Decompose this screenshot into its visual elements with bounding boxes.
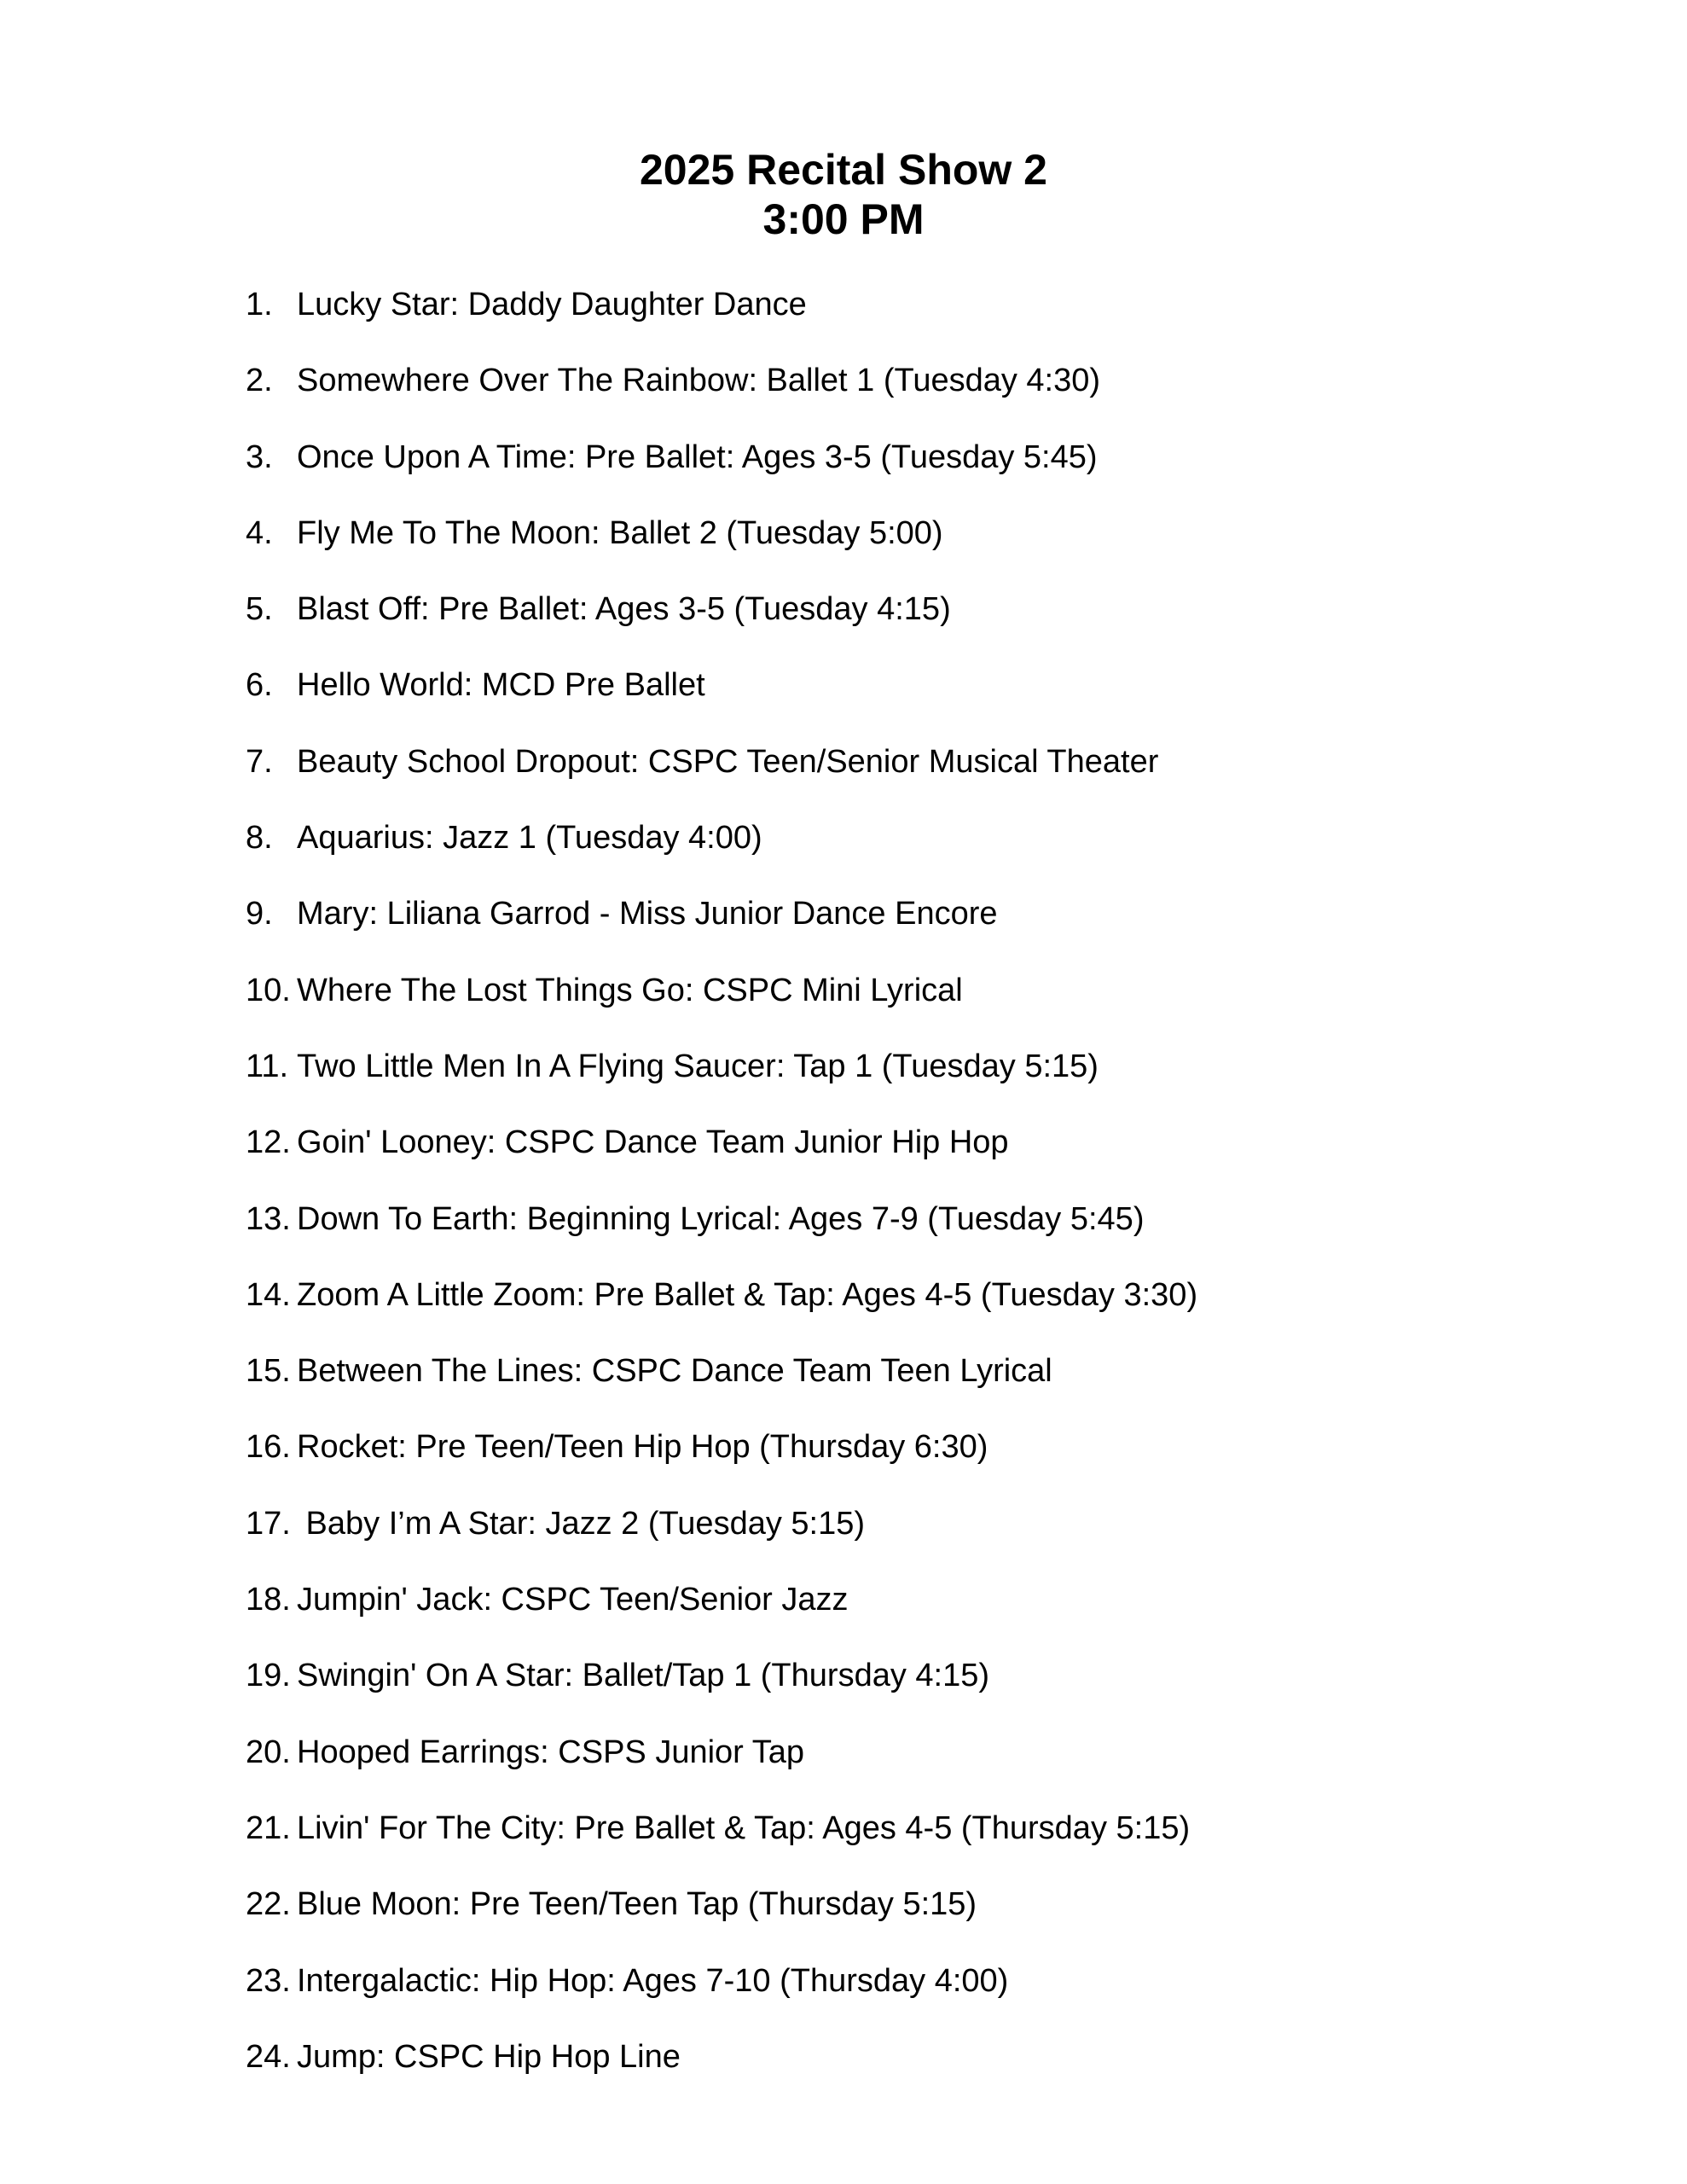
item-number: 13. bbox=[246, 1200, 291, 1237]
item-number: 3. bbox=[246, 439, 273, 475]
item-number: 9. bbox=[246, 896, 273, 932]
item-number: 1. bbox=[246, 287, 273, 322]
list-item bbox=[246, 894, 1610, 970]
item-text: Two Little Men In A Flying Saucer: Tap 1 (Tuesday 5:15) bbox=[297, 1048, 1099, 1084]
item-text: Baby I’m A Star: Jazz 2 (Tuesday 5:15) bbox=[297, 1505, 866, 1542]
item-text: Beauty School Dropout: CSPC Teen/Senior Musical Theater bbox=[297, 743, 1159, 780]
item-text: Jumpin' Jack: CSPC Teen/Senior Jazz bbox=[297, 1582, 849, 1618]
list-item bbox=[246, 818, 1610, 894]
item-text: Zoom A Little Zoom: Pre Ballet & Tap: Ages 4-5 (Tuesday 3:30) bbox=[297, 1276, 1198, 1313]
list-item bbox=[246, 1885, 1610, 1960]
item-number: 22. bbox=[246, 1886, 291, 1923]
list-item bbox=[246, 1809, 1610, 1885]
item-text: Lucky Star: Daddy Daughter Dance bbox=[297, 287, 807, 322]
title-block bbox=[0, 145, 1687, 244]
show-time: 3:00 PM bbox=[762, 195, 925, 243]
item-text: Between The Lines: CSPC Dance Team Teen Lyrical bbox=[297, 1353, 1052, 1390]
item-number: 6. bbox=[246, 667, 273, 704]
item-text: Blast Off: Pre Ballet: Ages 3-5 (Tuesday 4:15) bbox=[297, 591, 951, 628]
item-number: 4. bbox=[246, 514, 273, 551]
item-text: Aquarius: Jazz 1 (Tuesday 4:00) bbox=[297, 820, 762, 857]
list-item bbox=[246, 514, 1610, 590]
list-item bbox=[246, 971, 1610, 1047]
list-item bbox=[246, 1123, 1610, 1199]
list-item bbox=[246, 438, 1610, 514]
item-number: 15. bbox=[246, 1353, 291, 1390]
list-item bbox=[246, 1733, 1610, 1809]
list-item bbox=[246, 361, 1610, 437]
list-item bbox=[246, 1580, 1610, 1656]
list-item bbox=[246, 1275, 1610, 1351]
list-item bbox=[246, 1427, 1610, 1503]
list-item bbox=[246, 2037, 1610, 2113]
item-number: 17. bbox=[246, 1505, 291, 1542]
list-item bbox=[246, 665, 1610, 741]
item-text: Swingin' On A Star: Ballet/Tap 1 (Thursday 4:15) bbox=[297, 1658, 990, 1694]
list-item bbox=[246, 1047, 1610, 1123]
item-text: Rocket: Pre Teen/Teen Hip Hop (Thursday 6:30) bbox=[297, 1429, 988, 1466]
item-number: 7. bbox=[246, 743, 273, 780]
item-number: 8. bbox=[246, 820, 273, 857]
item-text: Jump: CSPC Hip Hop Line bbox=[297, 2038, 681, 2075]
item-text: Hooped Earrings: CSPS Junior Tap bbox=[297, 1734, 804, 1770]
list-item bbox=[246, 590, 1610, 665]
item-number: 21. bbox=[246, 1809, 291, 1846]
item-number: 10. bbox=[246, 972, 291, 1008]
item-text: Hello World: MCD Pre Ballet bbox=[297, 667, 705, 704]
item-text: Where The Lost Things Go: CSPC Mini Lyrical bbox=[297, 972, 963, 1008]
item-text: Blue Moon: Pre Teen/Teen Tap (Thursday 5:15) bbox=[297, 1886, 977, 1923]
item-text: Intergalactic: Hip Hop: Ages 7-10 (Thursday 4:00) bbox=[297, 1962, 1009, 1999]
item-text: Once Upon A Time: Pre Ballet: Ages 3-5 (Tuesday 5:45) bbox=[297, 439, 1098, 475]
program-list bbox=[246, 285, 1610, 2113]
item-number: 20. bbox=[246, 1734, 291, 1770]
item-number: 14. bbox=[246, 1276, 291, 1313]
list-item bbox=[246, 285, 1610, 361]
item-text: Livin' For The City: Pre Ballet & Tap: Ages 4-5 (Thursday 5:15) bbox=[297, 1809, 1191, 1846]
item-number: 24. bbox=[246, 2038, 291, 2075]
item-number: 19. bbox=[246, 1658, 291, 1694]
item-number: 2. bbox=[246, 363, 273, 399]
item-number: 16. bbox=[246, 1429, 291, 1466]
item-number: 18. bbox=[246, 1582, 291, 1618]
item-text: Goin' Looney: CSPC Dance Team Junior Hip Hop bbox=[297, 1124, 1009, 1161]
item-text: Fly Me To The Moon: Ballet 2 (Tuesday 5:00) bbox=[297, 514, 943, 551]
item-number: 5. bbox=[246, 591, 273, 628]
list-item bbox=[246, 1656, 1610, 1732]
list-item bbox=[246, 742, 1610, 818]
list-item bbox=[246, 1961, 1610, 2037]
list-item bbox=[246, 1199, 1610, 1275]
item-text: Somewhere Over The Rainbow: Ballet 1 (Tuesday 4:30) bbox=[297, 363, 1101, 399]
item-text: Mary: Liliana Garrod - Miss Junior Dance Encore bbox=[297, 896, 998, 932]
item-text: Down To Earth: Beginning Lyrical: Ages 7-9 (Tuesday 5:45) bbox=[297, 1200, 1145, 1237]
item-number: 23. bbox=[246, 1962, 291, 1999]
item-number: 11. bbox=[246, 1048, 289, 1084]
list-item bbox=[246, 1504, 1610, 1580]
item-number: 12. bbox=[246, 1124, 291, 1161]
page-title: 2025 Recital Show 2 bbox=[639, 146, 1047, 194]
list-item bbox=[246, 1351, 1610, 1427]
